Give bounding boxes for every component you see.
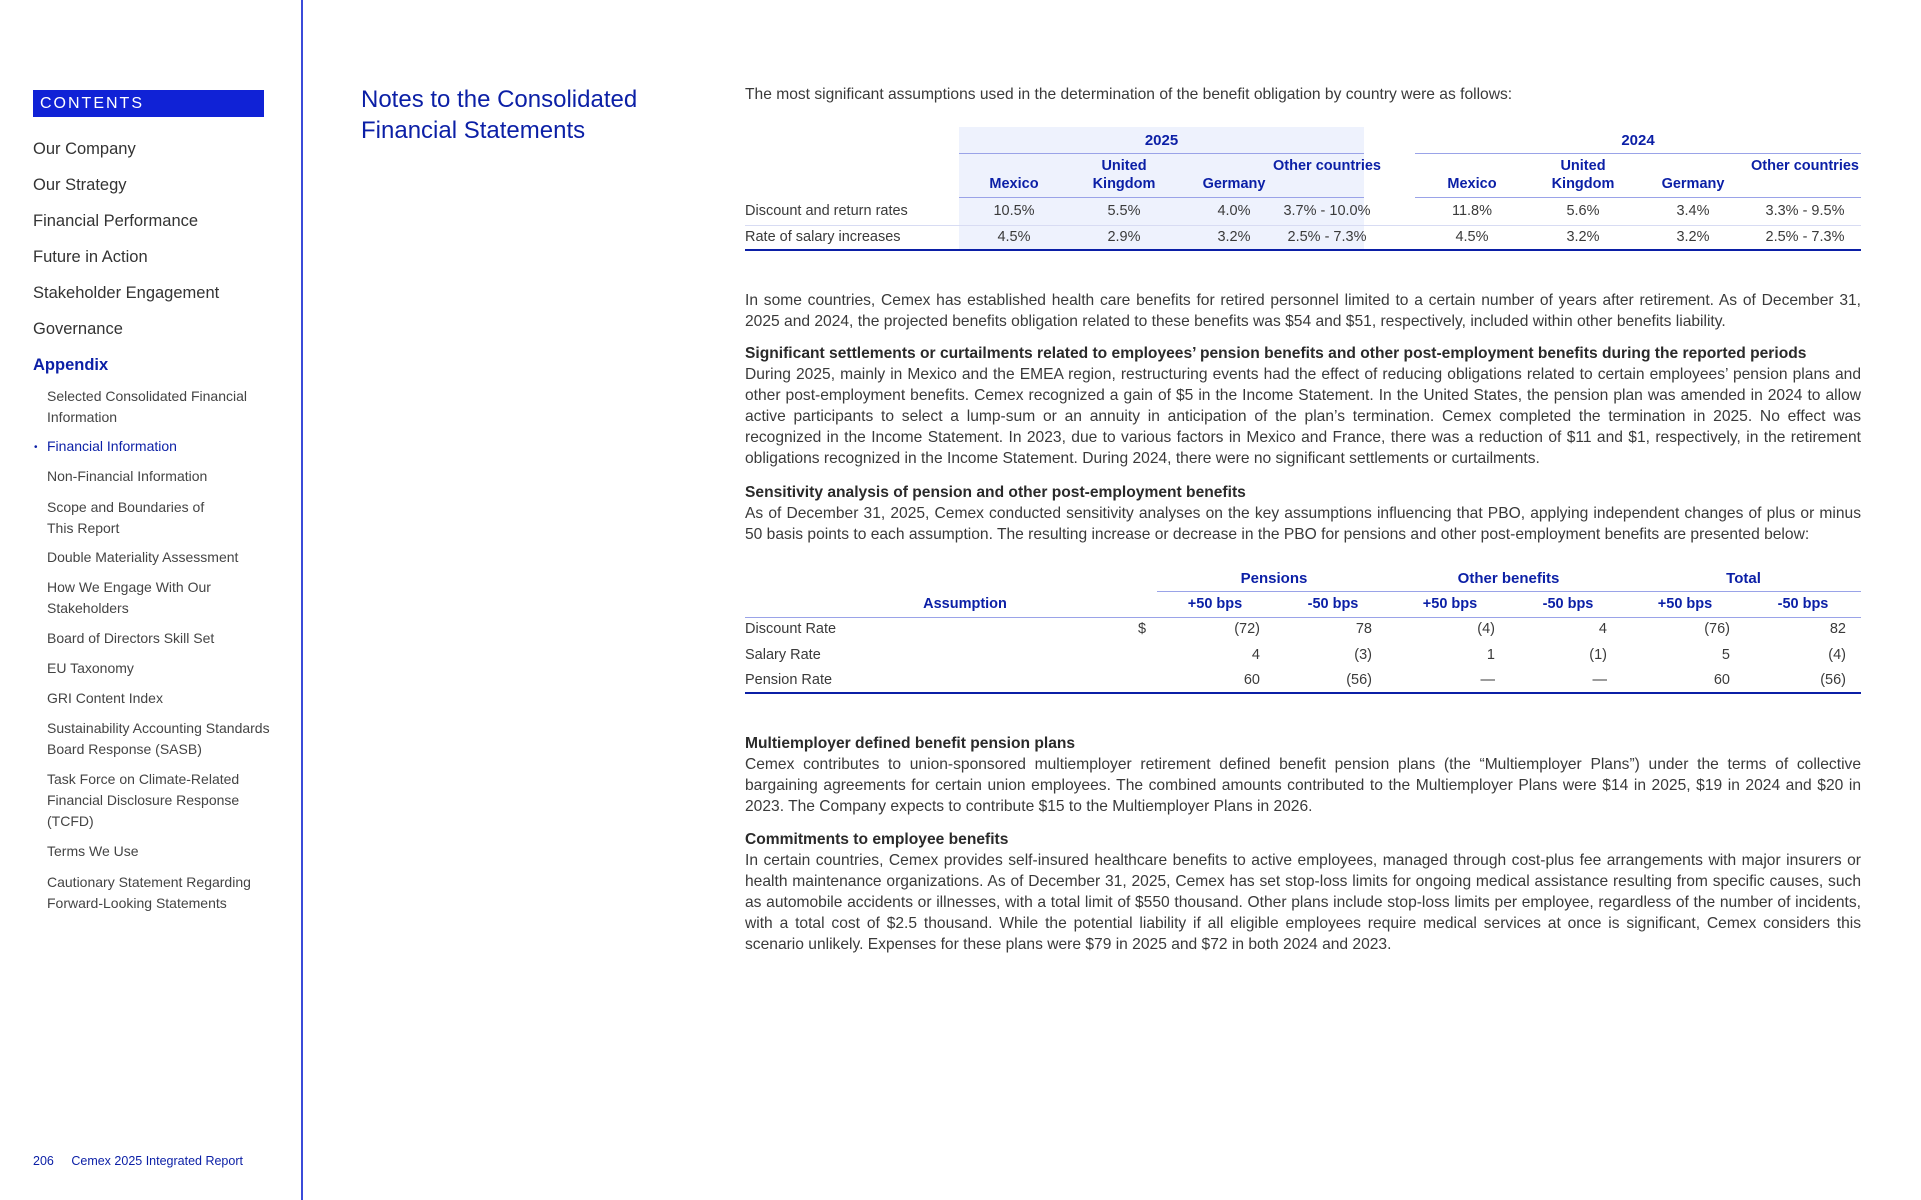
active-bullet: • xyxy=(34,442,38,453)
cell: 3.2% xyxy=(1217,229,1251,245)
cell: 4.5% xyxy=(997,229,1031,245)
cell: 2.9% xyxy=(1107,229,1141,245)
col-germany-2025: Germany xyxy=(1202,176,1266,192)
cell: 60 xyxy=(1243,672,1260,688)
divider xyxy=(1415,197,1861,198)
col-mexico-2025: Mexico xyxy=(989,176,1039,192)
nav-appendix[interactable]: Appendix xyxy=(33,356,109,374)
cell: 60 xyxy=(1713,672,1730,688)
nav-non-financial-information[interactable]: Non-Financial Information xyxy=(47,468,208,484)
cell: 1 xyxy=(1486,647,1495,663)
cell: — xyxy=(1480,672,1495,688)
row-label-pension-rate: Pension Rate xyxy=(745,672,833,688)
assumption-header: Assumption xyxy=(923,596,1007,612)
cell: (56) xyxy=(1820,672,1846,688)
nav-gri-content-index[interactable]: GRI Content Index xyxy=(47,690,163,706)
year-2024-header: 2024 xyxy=(1621,132,1655,149)
cell: (4) xyxy=(1477,621,1495,637)
cell: — xyxy=(1592,672,1607,688)
nav-our-company[interactable]: Our Company xyxy=(33,140,136,158)
health-paragraph: In some countries, Cemex has established health care benefits for retired personnel limited to a certain number of years after retirement. As of December 31, 2025 and 2024, the projected benefits obligation related to these benefits was $54 and $51, respectively, included within other benefits liability. xyxy=(745,292,1861,330)
nav-double-materiality-assessment[interactable]: Double Materiality Assessment xyxy=(47,549,239,565)
commitments-heading: Commitments to employee benefits xyxy=(745,831,1009,848)
col-uk-2024: United Kingdom xyxy=(1551,158,1615,192)
col-mexico-2024: Mexico xyxy=(1447,176,1497,192)
col-other-2024: Other countries xyxy=(1751,158,1859,174)
nav-tcfd[interactable]: Task Force on Climate-Related Financial Disclosure Response (TCFD) xyxy=(47,771,240,829)
subheader: +50 bps xyxy=(1657,596,1713,612)
divider xyxy=(1415,153,1861,154)
cell: 4.0% xyxy=(1217,203,1251,219)
nav-financial-information[interactable]: Financial Information xyxy=(47,438,177,454)
cell: 2.5% - 7.3% xyxy=(1765,229,1845,245)
multiemployer-section xyxy=(745,733,1861,817)
contents-label: CONTENTS xyxy=(33,90,264,117)
row-label-salary-rate: Salary Rate xyxy=(745,647,821,663)
cell: 11.8% xyxy=(1451,203,1493,219)
nav-board-of-directors-skill-set[interactable]: Board of Directors Skill Set xyxy=(47,630,215,646)
row-label-discount-rate: Discount Rate xyxy=(745,621,837,637)
cell: (3) xyxy=(1354,647,1372,663)
sensitivity-section xyxy=(745,482,1861,545)
subheader: +50 bps xyxy=(1422,596,1478,612)
nav-cautionary-statement[interactable]: Cautionary Statement Regarding Forward-Looking Statements xyxy=(47,874,251,911)
nav-governance[interactable]: Governance xyxy=(33,320,123,338)
assumptions-table xyxy=(745,127,1861,251)
cell: (1) xyxy=(1589,647,1607,663)
cell: 3.2% xyxy=(1566,229,1600,245)
cell: (72) xyxy=(1234,621,1260,637)
nav-sasb[interactable]: Sustainability Accounting Standards Board Response (SASB) xyxy=(47,720,270,757)
nav-stakeholder-engagement[interactable]: Stakeholder Engagement xyxy=(33,284,220,302)
nav-eu-taxonomy[interactable]: EU Taxonomy xyxy=(47,660,134,676)
multiemployer-body: Cemex contributes to union-sponsored multiemployer retirement defined benefit pension plans (the “Multiemployer Plans”) under the terms of collective bargaining agreements for certain union employees. The combined amounts contributed to the Multiemployer Plans were $14 in 2025, $19 in 2024 and $20 in 2023. The Company expects to contribute $15 to the Multiemployer Plans in 2026. xyxy=(745,756,1861,815)
subheader: +50 bps xyxy=(1187,596,1243,612)
col-germany-2024: Germany xyxy=(1661,176,1725,192)
cell: 5 xyxy=(1721,647,1730,663)
cell: 2.5% - 7.3% xyxy=(1287,229,1367,245)
subheader: -50 bps xyxy=(1542,596,1594,612)
subheader: -50 bps xyxy=(1777,596,1829,612)
group-pensions: Pensions xyxy=(1240,570,1308,587)
currency-symbol: $ xyxy=(1138,621,1147,637)
divider xyxy=(959,197,1364,198)
nav-terms-we-use[interactable]: Terms We Use xyxy=(47,843,139,859)
col-other-2025: Other countries xyxy=(1273,158,1381,174)
nav-our-strategy[interactable]: Our Strategy xyxy=(33,176,127,194)
subheader: -50 bps xyxy=(1307,596,1359,612)
cell: (56) xyxy=(1346,672,1372,688)
report-name: Cemex 2025 Integrated Report xyxy=(71,1154,243,1168)
nav-scope-and-boundaries[interactable]: Scope and Boundaries of This Report xyxy=(47,499,205,536)
row-label-salary: Rate of salary increases xyxy=(745,229,901,245)
table-bottom-rule xyxy=(745,249,1861,251)
cell: 10.5% xyxy=(993,203,1035,219)
col-uk-2025: United Kingdom xyxy=(1092,158,1156,192)
cell: (4) xyxy=(1828,647,1846,663)
cell: (76) xyxy=(1704,621,1730,637)
sensitivity-heading: Sensitivity analysis of pension and other post-employment benefits xyxy=(745,484,1246,501)
page-footer xyxy=(33,1154,243,1168)
cell: 4.5% xyxy=(1455,229,1489,245)
cell: 3.2% xyxy=(1676,229,1710,245)
cell: 5.6% xyxy=(1566,203,1600,219)
nav-financial-performance[interactable]: Financial Performance xyxy=(33,212,199,230)
nav-future-in-action[interactable]: Future in Action xyxy=(33,248,148,266)
sensitivity-body: As of December 31, 2025, Cemex conducted sensitivity analyses on the key assumptions influencing that PBO, applying independent changes of plus or minus 50 basis points to each assumption. The resulting increase or decrease in the PBO for pensions and other post-employment benefits are presented below: xyxy=(745,505,1861,543)
cell: 78 xyxy=(1355,621,1372,637)
divider xyxy=(745,617,1861,618)
group-other-benefits: Other benefits xyxy=(1457,570,1560,587)
nav-selected-consolidated-financial-information[interactable]: Selected Consolidated Financial Information xyxy=(47,388,248,425)
commitments-body: In certain countries, Cemex provides self-insured healthcare benefits to active employees, managed through cost-plus fee arrangements with major insurers or health maintenance organizations. As of December 31, 2025, Cemex has set stop-loss limits for ongoing medical assistance resulting from specific causes, such as automobile accidents or illnesses, with a total limit of $550 thousand. Other plans include stop-loss limits per employee, regardless of the number of incidents, with a total cost of $2.5 thousand. While the potential liability if all eligible employees require medical services at once is significant, Cemex considers this scenario unlikely. Expenses for these plans were $79 in 2025 and $72 in both 2024 and 2023. xyxy=(745,852,1861,953)
sensitivity-table xyxy=(745,567,1861,697)
settlements-section xyxy=(745,343,1861,469)
settlements-heading: Significant settlements or curtailments related to employees’ pension benefits and other post-employment benefits during the reported periods xyxy=(745,345,1807,362)
commitments-section xyxy=(745,829,1861,955)
year-2025-header: 2025 xyxy=(1144,132,1179,149)
settlements-body: During 2025, mainly in Mexico and the EMEA region, restructuring events had the effect of reducing obligations related to certain employees’ pension plans and other post-employment benefits. Cemex recognized a gain of $5 in the Income Statement. In the United States, the pension plan was amended in 2024 to allow active participants to select a lump-sum or an annuity in anticipation of the plan’s termination. Cemex completed the termination in 2025. No effect was recognized in the Income Statement. In 2023, due to various factors in Mexico and France, there was a reduction of $11 and $1, respectively, in the retirement obligations recognized in the Income Statement. During 2024, there were no significant settlements or curtailments. xyxy=(745,366,1861,467)
cell: 4 xyxy=(1251,647,1260,663)
divider xyxy=(1157,591,1861,592)
cell: 4 xyxy=(1598,621,1607,637)
cell: 3.3% - 9.5% xyxy=(1765,203,1845,219)
group-total: Total xyxy=(1726,570,1761,587)
sidebar xyxy=(0,0,303,1200)
divider xyxy=(959,153,1364,154)
nav-how-we-engage[interactable]: How We Engage With Our Stakeholders xyxy=(47,579,211,616)
section-title: Notes to the Consolidated Financial Statements xyxy=(361,86,638,144)
cell: 3.7% - 10.0% xyxy=(1283,203,1371,219)
cell: 5.5% xyxy=(1107,203,1141,219)
page-number: 206 xyxy=(33,1154,54,1168)
intro-text: The most significant assumptions used in the determination of the benefit obligation by country were as follows: xyxy=(745,86,1513,103)
cell: 82 xyxy=(1829,621,1846,637)
cell: 3.4% xyxy=(1676,203,1710,219)
row-label-discount: Discount and return rates xyxy=(745,203,908,219)
table-bottom-rule xyxy=(745,692,1861,694)
divider xyxy=(745,225,1861,226)
multiemployer-heading: Multiemployer defined benefit pension plans xyxy=(745,735,1076,752)
